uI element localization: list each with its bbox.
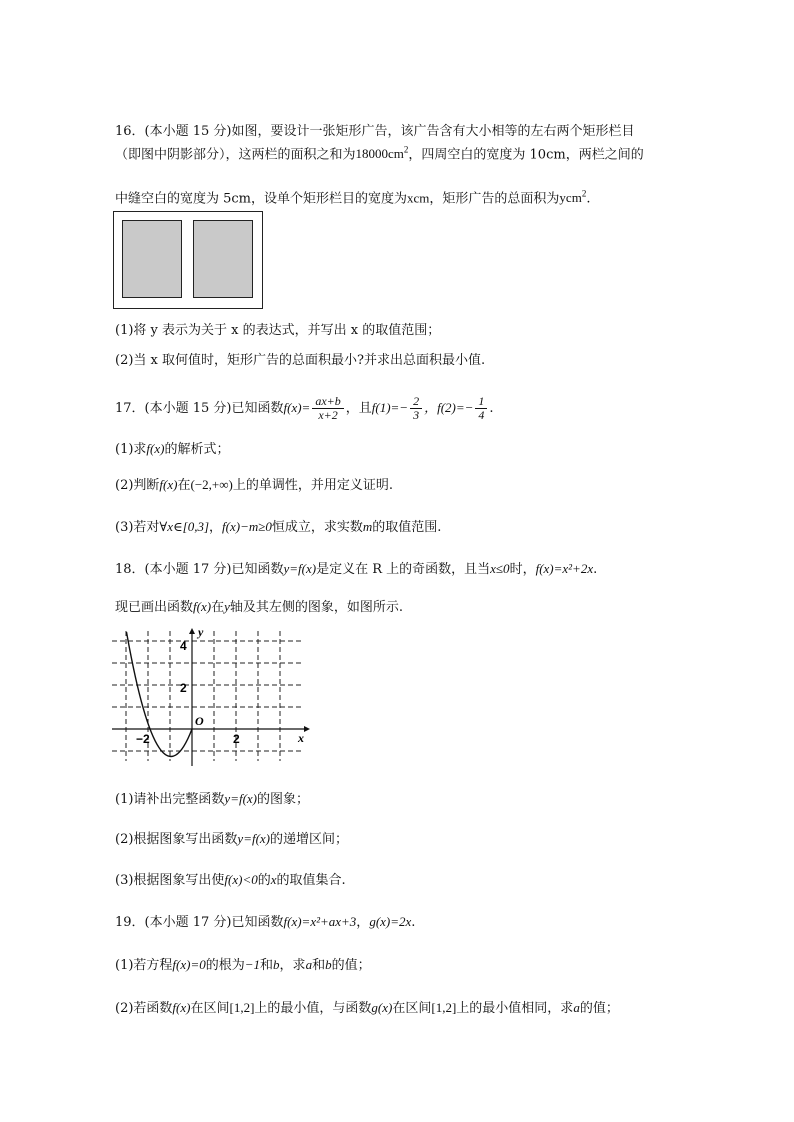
- ad-left-panel: [122, 220, 182, 298]
- q16-y-unit: ycm$^2$: [559, 189, 587, 206]
- tick-x-2: 2: [233, 732, 240, 746]
- q18-sub1: (1)请补出完整函数y=f(x)的图象；: [115, 791, 310, 807]
- x-axis-label: x: [298, 731, 304, 745]
- q17-sub1: (1)求f(x)的解析式；: [115, 441, 230, 457]
- q17-f1: f(1)=−: [371, 400, 409, 415]
- q18-sub3: (3)根据图象写出使f(x)<0的x的取值集合.: [115, 872, 346, 888]
- q17-f2-frac: $\frac{1}{4}$: [475, 395, 487, 422]
- q16-line3-text-b: ，矩形广告的总面积为: [429, 191, 560, 207]
- q16-line3: 中缝空白的宽度为 5cm，设单个矩形栏目的宽度为xcm，矩形广告的总面积为ycm$^2$.: [115, 189, 591, 207]
- q17-f2: ，f(2)=−: [424, 400, 474, 415]
- q16-line2: [115, 141, 644, 164]
- q17-sub2: (2)判断f(x)在(−2,+∞)上的单调性，并用定义证明.: [115, 477, 393, 493]
- q16-line2-text-a: （即图中阴影部分），这两栏的面积之和为: [115, 147, 356, 163]
- function-graph: [112, 626, 312, 766]
- q19-sub1: (1)若方程f(x)=0的根为−1和b，求a和b的值；: [115, 957, 371, 973]
- q16-area: $18000cm^2$: [355, 145, 409, 162]
- q16-line3-text-a: 中缝空白的宽度为 5cm，设单个矩形栏目的宽度为: [115, 191, 408, 207]
- q17-sub3: (3)若对∀x∈[0,3]，f(x)−m≥0恒成立，求实数m的取值范围.: [115, 519, 442, 535]
- y-axis-arrow: [189, 628, 195, 634]
- q18-line2: 现已画出函数f(x)在y轴及其左侧的图象，如图所示.: [115, 599, 403, 615]
- q16-line2-text-b: ，四周空白的宽度为 10cm，两栏之间的: [408, 147, 644, 163]
- q19-head: 19．(本小题 17 分)已知函数f(x)=x²+ax+3，g(x)=2x.: [115, 914, 416, 930]
- tick-y-2: 2: [180, 681, 187, 695]
- tick-y-4: 4: [180, 639, 187, 653]
- origin-label: O: [195, 714, 204, 728]
- q17-fx: f(x)=: [283, 400, 311, 415]
- x-axis-arrow: [304, 726, 310, 732]
- tick-x-minus2: −2: [136, 732, 150, 746]
- q16-line1: 16．(本小题 15 分)如图，要设计一张矩形广告，该广告含有大小相等的左右两个矩形栏目: [115, 124, 635, 139]
- q18-sub2: (2)根据图象写出函数y=f(x)的递增区间；: [115, 831, 349, 847]
- y-axis-label: y: [198, 626, 204, 639]
- q16-x-unit: xcm: [407, 190, 430, 206]
- ad-right-panel: [193, 220, 253, 298]
- q19-sub2: (2)若函数f(x)在区间[1,2]上的最小值，与函数g(x)在区间[1,2]上的最小值相同，求a的值；: [115, 1000, 619, 1016]
- q17-fraction: $\frac{ax+b}{x+2}$: [312, 395, 343, 422]
- q17-head: 17．(本小题 15 分)已知函数f(x)= $\frac{ax+b}{x+2}$ ，且f(1)=− $\frac{2}{3}$ ，f(2)=− $\frac{1}{4}$ .: [115, 394, 494, 422]
- q16-sub2: (2)当 x 取何值时，矩形广告的总面积最小?并求出总面积最小值.: [115, 353, 486, 368]
- ad-figure: [113, 211, 263, 309]
- q18-head: 18．(本小题 17 分)已知函数y=f(x)是定义在 R 上的奇函数，且当x≤0时，f(x)=x²+2x.: [115, 561, 598, 577]
- q17-f1-frac: $\frac{2}{3}$: [410, 395, 422, 422]
- q16-sub1: (1)将 y 表示为关于 x 的表达式，并写出 x 的取值范围；: [115, 323, 441, 338]
